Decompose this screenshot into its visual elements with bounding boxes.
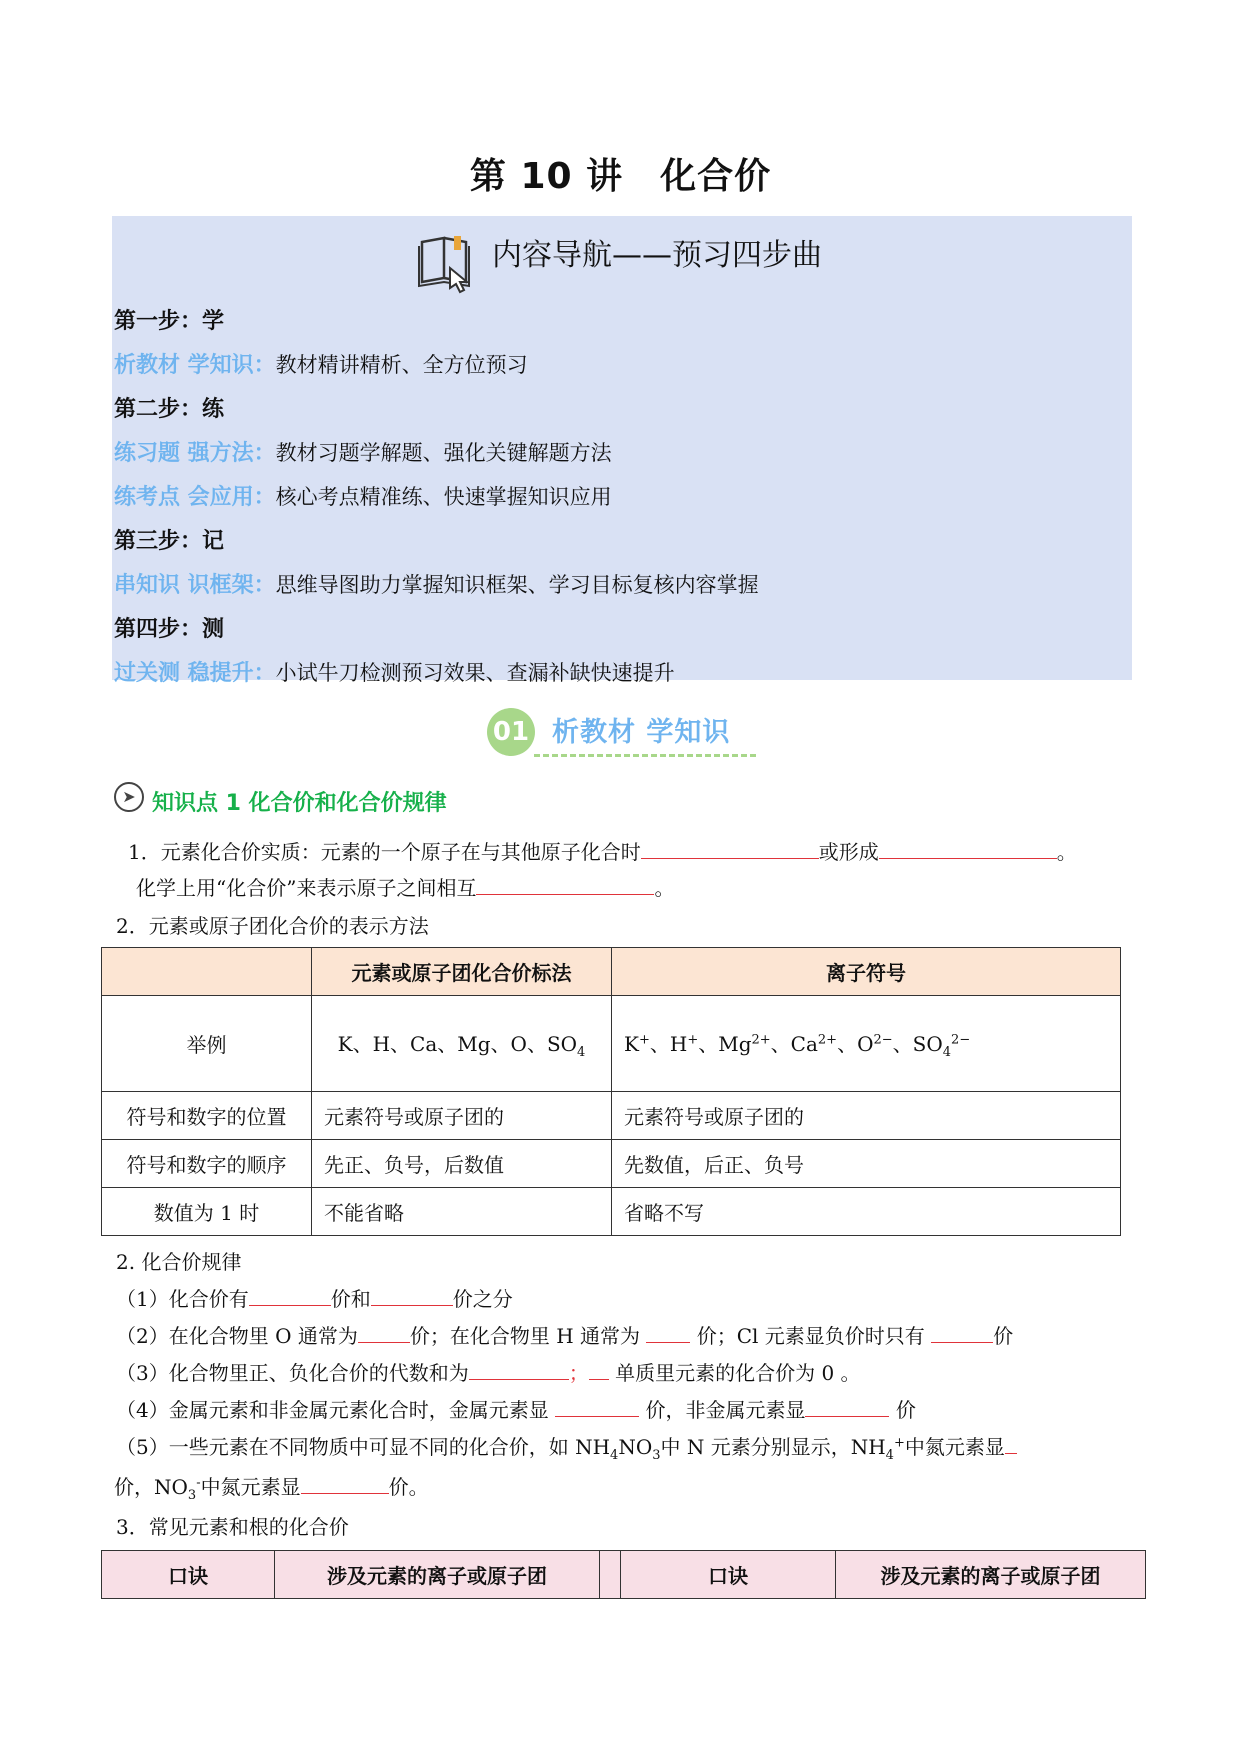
blank-line[interactable] [641, 838, 819, 859]
common-valence-table [101, 1550, 1146, 1599]
step-1-label: 第一步：学 [114, 309, 225, 334]
blank-line[interactable] [476, 874, 654, 895]
table-cell: K、H、Ca、Mg、O、$SO_4$ [312, 996, 612, 1092]
step-item: 析教材 学知识：教材精讲精析、全方位预习 [114, 353, 528, 378]
table-cell: 符号和数字的位置 [102, 1092, 312, 1140]
section-number-badge: 01 [487, 708, 535, 756]
section-underline [534, 754, 756, 757]
table-header: 涉及元素的离子或原子团 [275, 1551, 600, 1599]
step-item: 过关测 稳提升：小试牛刀检测预习效果、查漏补缺快速提升 [114, 661, 675, 686]
rule-1: （1）化合价有 价和 价之分 [116, 1287, 513, 1311]
paragraph-2: 2．元素或原子团化合价的表示方法 [116, 914, 429, 938]
rules-title: 2. 化合价规律 [116, 1250, 242, 1274]
nav-heading [112, 230, 1132, 274]
rule-5-cont: 价，$NO_3^-$中氮元素显 价。 [114, 1475, 429, 1503]
ion-symbols-cell: K+、H+、$Mg^{2+}$、$Ca^{2+}$、$O^{2-}$、$SO_4^{2-}$ [612, 996, 1121, 1092]
table-cell: 符号和数字的顺序 [102, 1140, 312, 1188]
table-cell: 数值为 1 时 [102, 1188, 312, 1236]
blank-line[interactable] [879, 838, 1057, 859]
nav-heading-text: 内容导航——预习四步曲 [492, 238, 822, 273]
table-cell: 元素符号或原子团的 [312, 1092, 612, 1140]
paragraph-3: 3．常见元素和根的化合价 [116, 1515, 349, 1539]
arrow-circle-icon: ➤ [114, 782, 144, 812]
rule-2: （2）在化合物里 O 通常为 价；在化合物里 H 通常为 价；Cl 元素显负价时只有 价 [116, 1324, 1014, 1348]
table-header: 口诀 [102, 1551, 275, 1599]
table-cell: 举例 [102, 996, 312, 1092]
table-header: 元素或原子团化合价标法 [312, 948, 612, 996]
knowledge-point-title: 知识点 1 化合价和化合价规律 [152, 791, 447, 816]
rule-5: （5）一些元素在不同物质中可显不同的化合价，如 $NH_4NO_3$中 N 元素分别显示，$NH_4^+$中氮元素显 [116, 1431, 1017, 1463]
table-cell: 元素符号或原子团的 [612, 1092, 1121, 1140]
table-header: 口诀 [621, 1551, 836, 1599]
table-header: 涉及元素的离子或原子团 [836, 1551, 1146, 1599]
table-cell: 省略不写 [612, 1188, 1121, 1236]
valence-notation-table [101, 947, 1121, 1236]
step-item: 练习题 强方法：教材习题学解题、强化关键解题方法 [114, 441, 612, 466]
table-cell: 先数值，后正、负号 [612, 1140, 1121, 1188]
table-cell: 不能省略 [312, 1188, 612, 1236]
step-item: 串知识 识框架：思维导图助力掌握知识框架、学习目标复核内容掌握 [114, 573, 759, 598]
table-cell: 先正、负号，后数值 [312, 1140, 612, 1188]
table-header [102, 948, 312, 996]
step-2-label: 第二步：练 [114, 397, 225, 422]
step-3-label: 第三步：记 [114, 529, 225, 554]
book-pointer-icon [416, 230, 476, 294]
paragraph-1-cont: 化学上用“化合价”来表示原子之间相互 。 [136, 876, 675, 900]
content-navigation-box [112, 216, 1132, 686]
table-header: 离子符号 [612, 948, 1121, 996]
step-item: 练考点 会应用：核心考点精准练、快速掌握知识应用 [114, 485, 612, 510]
rule-3: （3）化合物里正、负化合价的代数和为 ； 单质里元素的化合价为 0 。 [116, 1361, 861, 1385]
step-4-label: 第四步：测 [114, 617, 225, 642]
page-title: 第 10 讲 化合价 [469, 156, 772, 197]
table-header [600, 1551, 621, 1599]
rule-4: （4）金属元素和非金属元素化合时，金属元素显 价，非金属元素显 价 [116, 1398, 916, 1422]
paragraph-1: 1．元素化合价实质：元素的一个原子在与其他原子化合时 或形成 。 [128, 840, 1077, 864]
section-title: 析教材 学知识 [552, 717, 731, 748]
